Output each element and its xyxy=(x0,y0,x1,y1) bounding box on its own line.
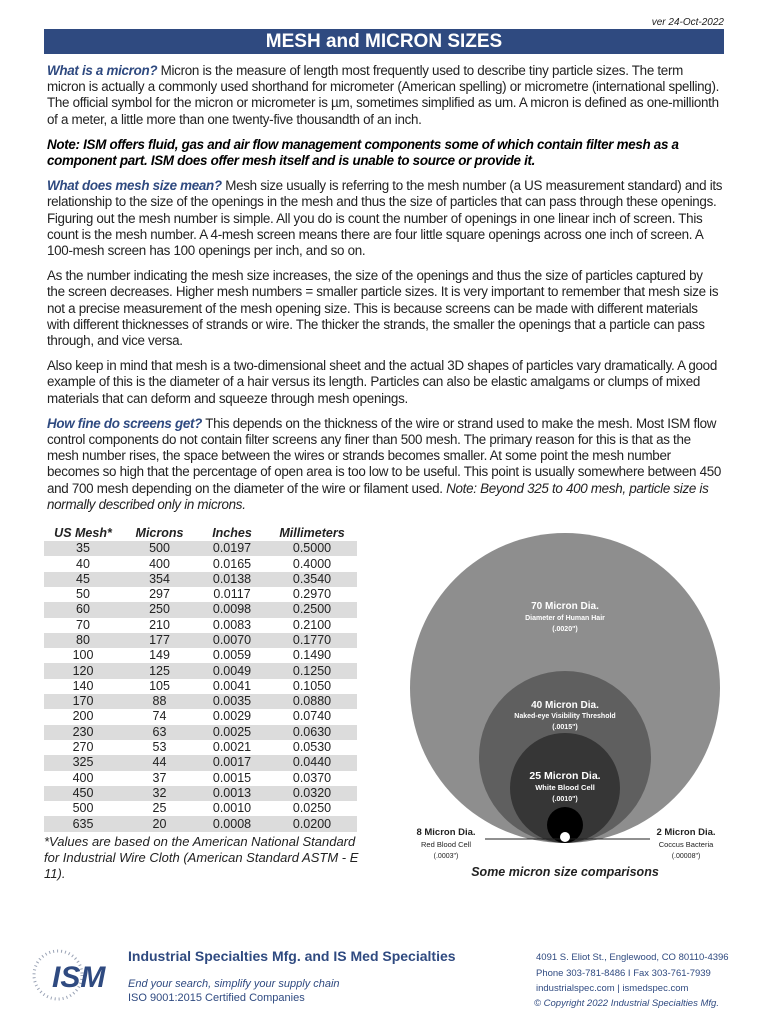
label: Naked-eye Visibility Threshold xyxy=(514,713,616,721)
table-row xyxy=(44,786,357,801)
table-cell: 53 xyxy=(152,740,167,755)
table-cell: 0.0041 xyxy=(212,678,252,693)
table-cell: 32 xyxy=(122,786,197,801)
label: White Blood Cell xyxy=(535,783,595,793)
header: Microns xyxy=(135,526,184,541)
label: (.0003") xyxy=(433,853,459,861)
table-cell: 70 xyxy=(76,617,90,632)
table-cell: 88 xyxy=(122,694,197,709)
table-cell: 0.0015 xyxy=(212,770,252,785)
table-cell: 0.0165 xyxy=(212,556,252,571)
table-cell: 80 xyxy=(44,633,122,648)
table-cell: 60 xyxy=(44,602,122,617)
label: 25 Micron Dia. xyxy=(529,770,601,783)
table-cell: 0.0035 xyxy=(197,694,267,709)
table-cell: 635 xyxy=(44,816,122,831)
table-cell: 0.0013 xyxy=(197,786,267,801)
table-row xyxy=(44,801,357,816)
table-cell: 200 xyxy=(72,709,94,724)
company-name: Industrial Specialties Mfg. and IS Med Specialties xyxy=(128,948,456,964)
table-row xyxy=(44,694,357,709)
table-cell: 450 xyxy=(44,786,122,801)
table-cell: 250 xyxy=(122,602,197,617)
table-cell: 177 xyxy=(122,633,197,648)
table-cell: 0.1490 xyxy=(292,648,332,663)
table-cell: 0.0320 xyxy=(267,786,357,801)
label: (.00008") xyxy=(671,853,701,861)
version: ver 24-Oct-2022 xyxy=(651,17,724,28)
header: Inches xyxy=(212,526,252,541)
header: Millimeters xyxy=(279,526,345,541)
tagline: End your search, simplify your supply chain xyxy=(128,978,340,990)
table-cell: 0.0197 xyxy=(197,541,267,556)
paragraph-3d: Also keep in mind that mesh is a two-dimensional sheet and the actual 3D shapes of particles vary dramatically. A good example of this is the diameter of a hair versus its length. Particles can also be elastic amalgams or clumps of mixed materials that can deform and squeeze through mesh openings. xyxy=(47,358,717,406)
table-cell: 0.3540 xyxy=(267,572,357,587)
table-cell: 0.0440 xyxy=(267,755,357,770)
text: This depends on the thickness of the wire or strand used to make the mesh. Most ISM flow control components do not contain filter screens any finer than 500 mesh. The primary reason for this is that as the mesh number rises, the space between the wires or strands becomes smaller. At some point the mesh number becomes so high that the percentage of open area is too low to be useful. This point is usually somewhere between 450 and 700 mesh depending on the diameter of the wire or filament used. xyxy=(47,415,722,496)
ism-logo xyxy=(30,945,120,1005)
table-cell: 0.0070 xyxy=(197,633,267,648)
table-cell: 0.0117 xyxy=(213,587,251,602)
table-cell: 20 xyxy=(122,816,197,831)
table-cell: 325 xyxy=(44,755,122,770)
question: How fine do screens get? xyxy=(47,415,203,431)
table-cell: 400 xyxy=(149,556,170,571)
table-cell: 0.2970 xyxy=(292,587,332,602)
text: Mesh size usually is referring to the mesh number (a US measurement standard) and its relationship to the size of the openings in the mesh and thus the size of particles that can pass through these openings. Figuring out the mesh number is simple. All you do is count the number of openings in one linear inch of screen. This count is the mesh number. A 4-mesh screen means there are four little square openings across one inch of screen. A 100-mesh screen has 100 openings per inch, and so on. xyxy=(47,178,723,259)
table-row xyxy=(44,618,357,633)
table-cell: 170 xyxy=(44,694,122,709)
header: US Mesh* xyxy=(54,526,112,541)
table-cell: 500 xyxy=(122,541,197,556)
table-and-figure xyxy=(44,525,724,882)
note: Note: ISM offers fluid, gas and air flow management components some of which contain filter mesh as a component part. ISM does offer mesh itself and is unable to source or provide it. xyxy=(47,136,679,169)
paragraph-mesh xyxy=(47,178,723,259)
table-cell: 0.0740 xyxy=(292,709,332,724)
question: What does mesh size mean? xyxy=(47,178,222,194)
table-cell: 0.0059 xyxy=(212,648,252,663)
label: (.0010") xyxy=(552,796,578,804)
table-row xyxy=(44,679,357,694)
mesh-table xyxy=(44,525,357,832)
table-cell: 0.1250 xyxy=(267,663,357,678)
table-cell: 25 xyxy=(152,801,167,816)
table-cell: 400 xyxy=(72,770,94,785)
table-footnote: *Values are based on the American National Standard for Industrial Wire Cloth (American Standard ASTM - E 11). xyxy=(44,833,359,881)
label: 70 Micron Dia. xyxy=(531,601,599,613)
table-column xyxy=(44,525,384,882)
table-row xyxy=(44,633,357,648)
label: Diameter of Human Hair xyxy=(525,615,605,623)
table-cell: 0.0098 xyxy=(197,602,267,617)
label: (.0020") xyxy=(552,626,578,634)
table-cell: 0.0025 xyxy=(197,725,267,740)
table-cell: 0.0250 xyxy=(292,801,332,816)
table-cell: 0.0200 xyxy=(267,816,357,831)
note: Note: Beyond 325 to 400 mesh, particle size is normally described only in microns. xyxy=(47,480,709,512)
table-cell: 40 xyxy=(76,556,90,571)
table-cell: 0.1770 xyxy=(267,633,357,648)
table-cell: 74 xyxy=(152,709,167,724)
label: 8 Micron Dia. xyxy=(416,827,476,839)
micron-comparison-figure xyxy=(400,525,730,865)
question: What is a micron? xyxy=(47,63,158,78)
table-row xyxy=(44,771,357,786)
table-cell: 354 xyxy=(122,572,197,587)
table-row xyxy=(44,648,357,663)
label: Coccus Bacteria xyxy=(658,840,714,850)
table-cell: 0.5000 xyxy=(267,541,357,556)
table-cell: 0.0021 xyxy=(212,740,252,755)
table-row xyxy=(44,572,357,587)
table-cell: 50 xyxy=(76,587,90,602)
table-cell: 0.0017 xyxy=(197,755,267,770)
label: 40 Micron Dia. xyxy=(531,700,599,712)
copyright: © Copyright 2022 Industrial Specialties Mfg. xyxy=(534,998,719,1009)
table-cell: 105 xyxy=(149,678,170,693)
label: 2 Micron Dia. xyxy=(656,827,716,839)
table-cell: 230 xyxy=(44,725,122,740)
table-cell: 35 xyxy=(44,541,122,556)
table-cell: 120 xyxy=(44,663,122,678)
table-cell: 0.2100 xyxy=(292,617,332,632)
table-row xyxy=(44,725,357,740)
iso-certification: ISO 9001:2015 Certified Companies xyxy=(128,992,305,1004)
figure-caption: Some micron size comparisons xyxy=(471,865,659,880)
label: (.0015") xyxy=(552,724,578,732)
svg-text:ISM: ISM xyxy=(52,961,106,994)
table-cell: 0.0083 xyxy=(212,617,252,632)
table-cell: 0.0530 xyxy=(292,740,332,755)
table-row xyxy=(44,602,357,617)
table-cell: 37 xyxy=(152,770,167,785)
table-cell: 44 xyxy=(122,755,197,770)
table-row xyxy=(44,709,357,724)
table-cell: 210 xyxy=(149,617,170,632)
table-cell: 0.0138 xyxy=(197,572,267,587)
table-row xyxy=(44,587,357,602)
circle-2 xyxy=(560,832,570,842)
table-cell: 0.0010 xyxy=(212,801,252,816)
figure-column xyxy=(384,525,724,882)
table-cell: 297 xyxy=(149,587,170,602)
paragraph-fine xyxy=(47,416,723,513)
table-cell: 0.1050 xyxy=(292,678,332,693)
table-cell: 500 xyxy=(72,801,94,816)
table-cell: 63 xyxy=(122,725,197,740)
table-cell: 45 xyxy=(44,572,122,587)
table-row xyxy=(44,663,357,678)
address: 4091 S. Eliot St., Englewood, CO 80110-4396 xyxy=(536,952,729,963)
table-cell: 0.0049 xyxy=(197,663,267,678)
table-cell: 0.0029 xyxy=(212,709,252,724)
table-cell: 0.0630 xyxy=(267,725,357,740)
label: Red Blood Cell xyxy=(420,840,472,850)
table-cell: 125 xyxy=(122,663,197,678)
phone: Phone 303-781-8486 I Fax 303-761-7939 xyxy=(536,968,711,979)
paragraph-mesh-number: As the number indicating the mesh size increases, the size of the openings and thus the size of particles captured by the screen decreases. Higher mesh numbers = smaller particle sizes. It is very important to remember that mesh size is not a precise measurement of the mesh opening size. This is because screens can be made with different materials with different thicknesses of strands or wire. The thicker the strands, the smaller the openings that a particle can pass through, and vice versa. xyxy=(47,268,719,349)
table-row xyxy=(44,541,357,556)
website-links[interactable]: industrialspec.com | ismedspec.com xyxy=(536,983,689,994)
paragraph-micron xyxy=(47,63,723,128)
table-cell: 0.2500 xyxy=(267,602,357,617)
table-row xyxy=(44,556,357,571)
table-cell: 0.0880 xyxy=(267,694,357,709)
content xyxy=(44,16,724,882)
table-row xyxy=(44,816,357,831)
table-cell: 100 xyxy=(72,648,94,663)
text: Micron is the measure of length most frequently used to describe tiny particle sizes. The term micron is actually a commonly used shorthand for micrometer (American spelling) or micrometre (international spelling). The official symbol for the micron or micrometer is µm, sometimes simplified as um. A micron is defined as one-millionth of a meter, a little more than one twenty-five thousandth of an inch. xyxy=(47,63,720,127)
table-cell: 0.4000 xyxy=(292,556,332,571)
table-cell: 149 xyxy=(149,648,170,663)
table-row xyxy=(44,755,357,770)
table-cell: 270 xyxy=(72,740,94,755)
table-cell: 140 xyxy=(72,678,94,693)
table-cell: 0.0008 xyxy=(197,816,267,831)
page-title: MESH and MICRON SIZES xyxy=(44,29,724,54)
table-cell: 0.0370 xyxy=(292,770,332,785)
table-row xyxy=(44,740,357,755)
